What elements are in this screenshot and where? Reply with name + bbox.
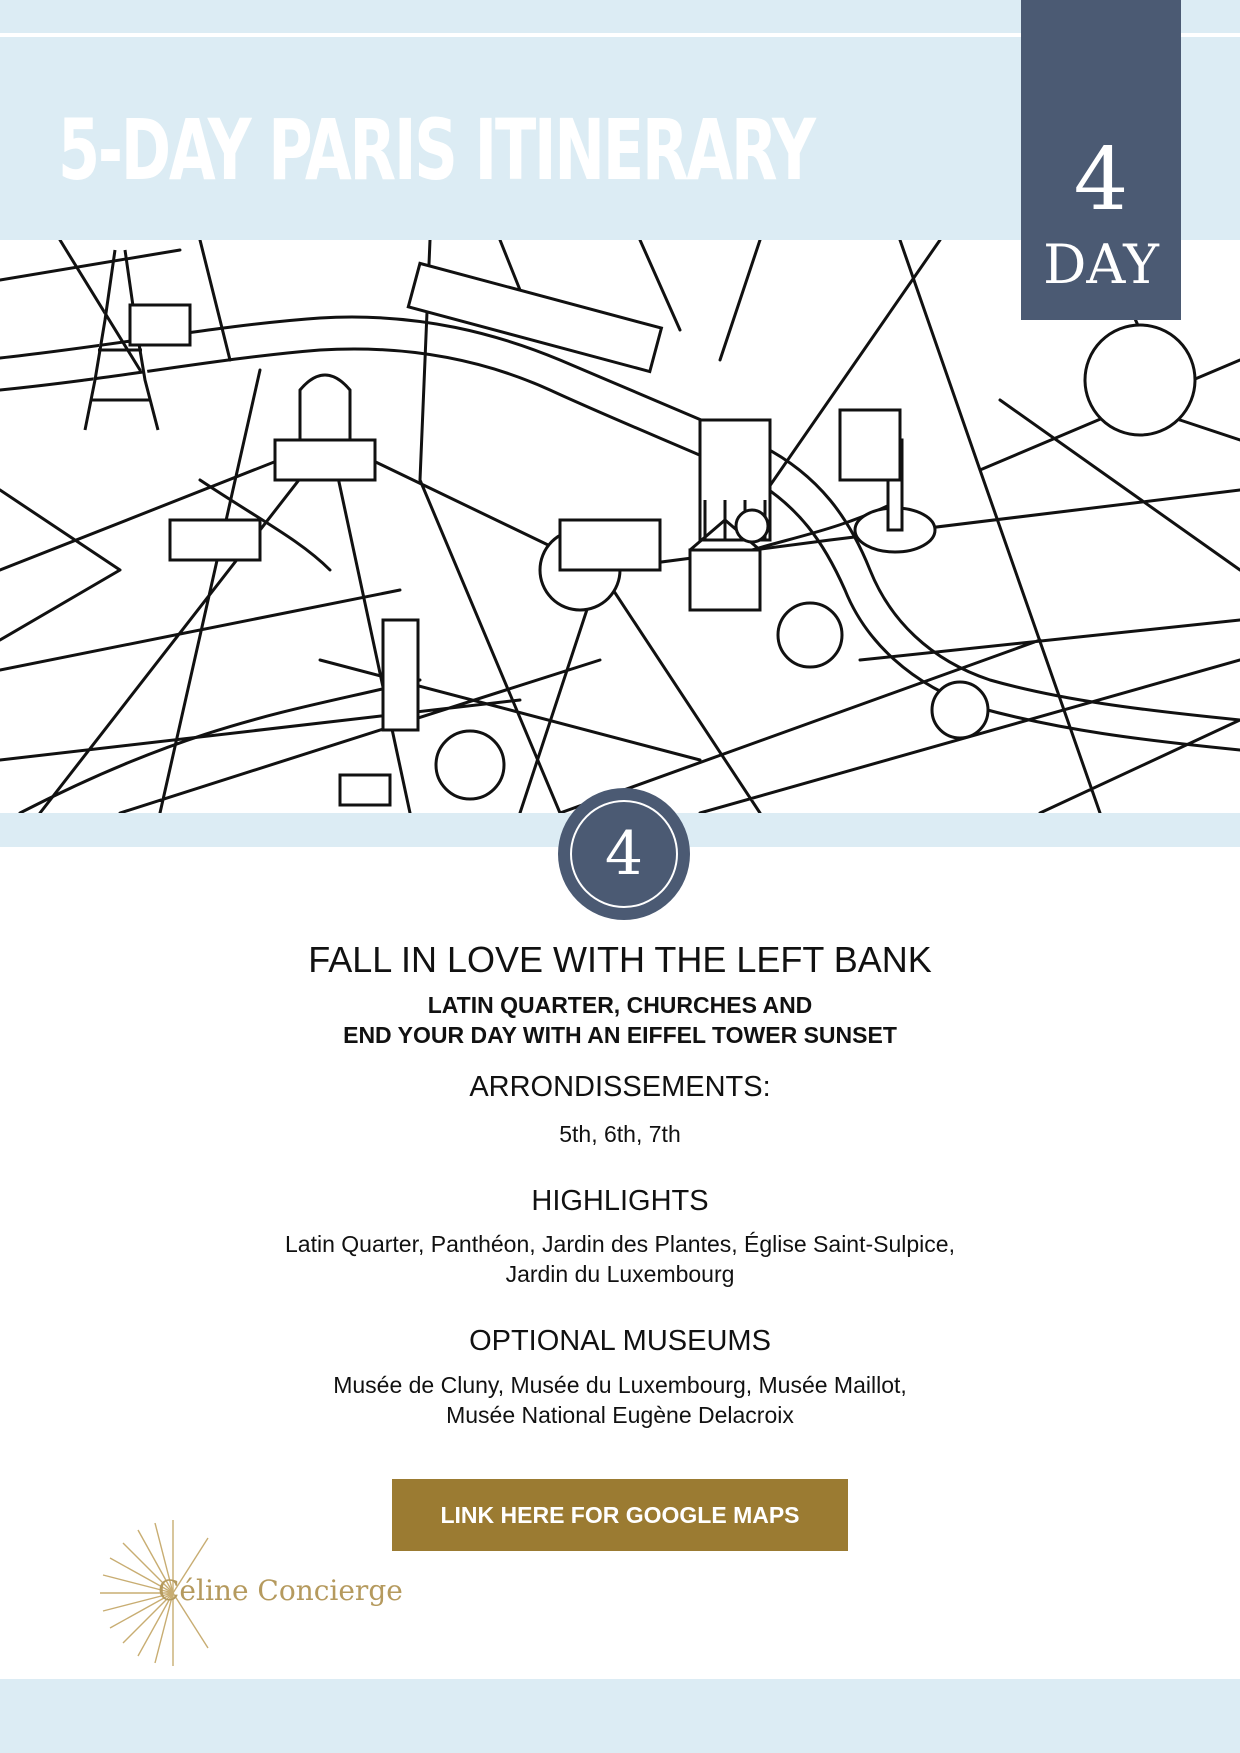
museums-line-2: Musée National Eugène Delacroix	[446, 1402, 794, 1428]
arrondissements-text: 5th, 6th, 7th	[559, 1121, 681, 1147]
celine-concierge-logo	[98, 1518, 403, 1668]
highlights-heading: HIGHLIGHTS	[531, 1185, 709, 1217]
main-heading: FALL IN LOVE WITH THE LEFT BANK	[308, 939, 932, 980]
highlights-line-2: Jardin du Luxembourg	[505, 1261, 735, 1287]
paris-map-illustration	[0, 240, 1240, 813]
arrondissements-heading: ARRONDISSEMENTS:	[469, 1071, 771, 1103]
highlights-text	[140, 1229, 1100, 1289]
page-title: 5-DAY PARIS ITINERARY	[58, 101, 814, 199]
google-maps-link-button[interactable]: LINK HERE FOR GOOGLE MAPS	[392, 1479, 848, 1551]
logo-text: Céline Concierge	[158, 1574, 403, 1607]
footer-band	[0, 1679, 1240, 1753]
museums-line-1: Musée de Cluny, Musée du Luxembourg, Musée Maillot,	[333, 1372, 907, 1398]
museums-heading: OPTIONAL MUSEUMS	[469, 1325, 771, 1357]
sub-heading-line-2: END YOUR DAY WITH AN EIFFEL TOWER SUNSET	[343, 1022, 897, 1048]
pantheon-drawing	[690, 550, 760, 610]
day-tab	[1021, 0, 1181, 320]
sub-heading	[140, 990, 1100, 1050]
day-badge-number: 4	[604, 819, 644, 889]
day-badge	[558, 788, 690, 920]
invalides-drawing	[300, 375, 350, 440]
day-tab-number: 4	[1073, 130, 1129, 230]
sub-heading-line-1: LATIN QUARTER, CHURCHES AND	[427, 992, 813, 1018]
museums-text	[140, 1370, 1100, 1430]
map-drawing	[0, 240, 1240, 813]
highlights-line-1: Latin Quarter, Panthéon, Jardin des Plantes, Église Saint-Sulpice,	[285, 1231, 955, 1257]
louvre-drawing	[408, 263, 661, 371]
day-tab-label: DAY	[1043, 233, 1159, 296]
